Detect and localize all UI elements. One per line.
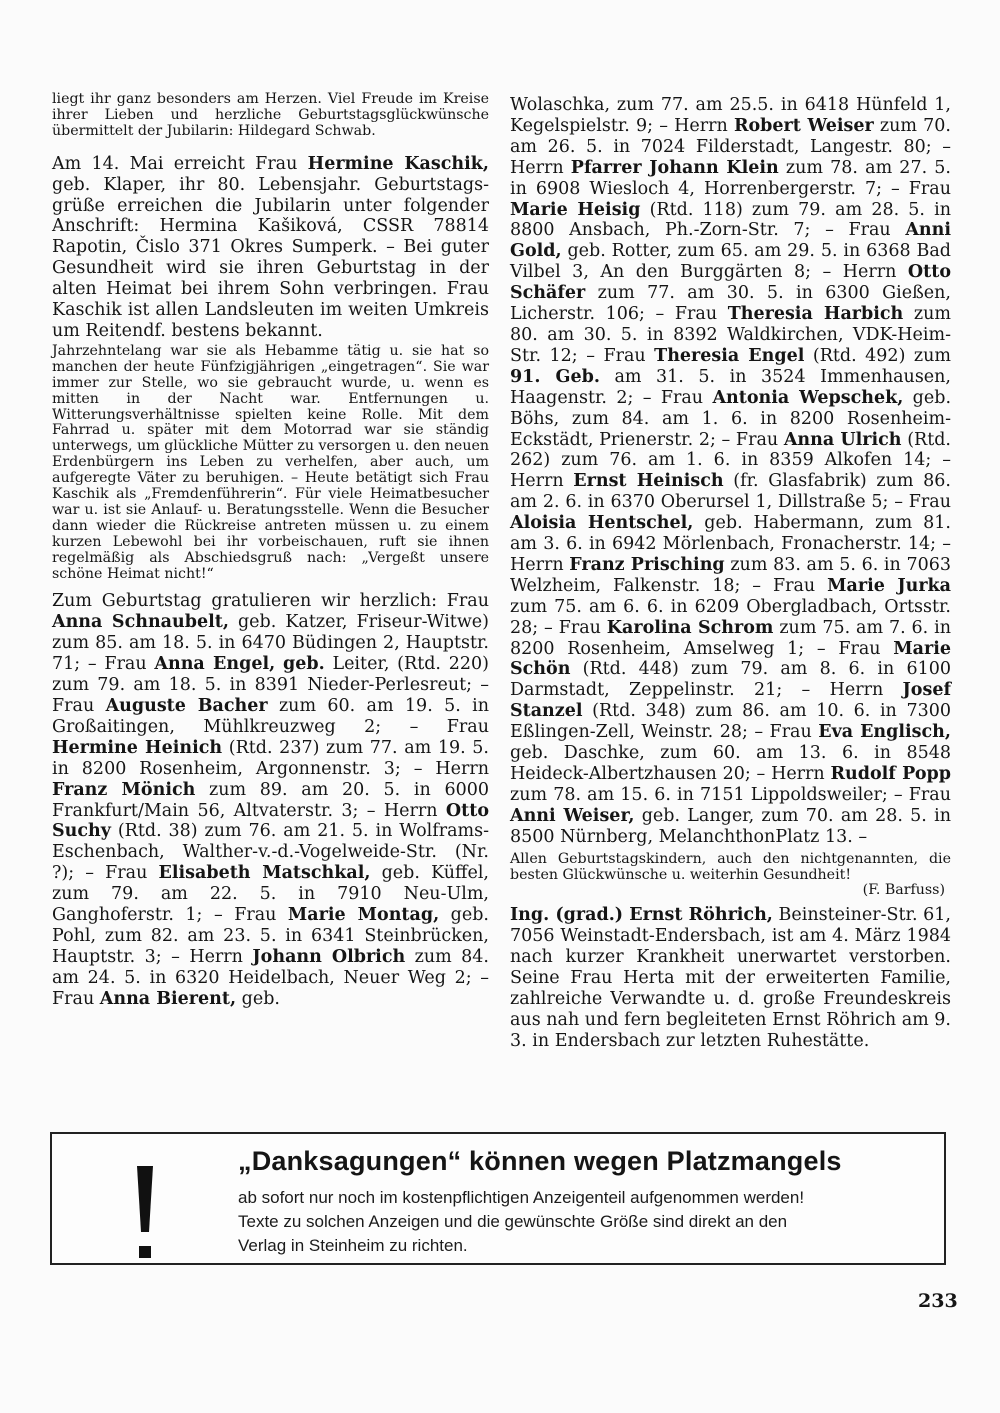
name-bold: Anna Ulrich [783, 429, 902, 450]
text-run: zum 60. am 19. 5. in Großaitingen, Mühlkreuzweg 2; – Frau [52, 696, 489, 737]
text-run: zum 80. am 30. 5. in 8392 Waldkirchen, VDK-Heim-Str. 12; – Frau [510, 304, 951, 366]
text-run: Beinsteiner-Str. 61, 7056 Weinstadt-Endersbach, ist am 4. März 1984 nach kurzer Krankheit unerwartet verstorben. Seine Frau Herta mit der erweiterten Familie, zahlreiche Verwandte u. d. große Freundeskreis aus nah und fern begleiteten Ernst Röhrich am 9. 3. in Endersbach zur letzten Ruhestätte. [510, 905, 951, 1051]
name-bold: Theresia Engel [654, 345, 805, 366]
text-run: Wolaschka, zum 77. am 25.5. in 6418 Hünfeld 1, Kegelspielstr. 9; – Herrn [510, 95, 951, 136]
text-run: Leiter, (Rtd. 220) zum 79. am 18. 5. in 8391 Nieder-Perlesreut; – Frau [52, 654, 489, 716]
text-run: zum 75. am 6. 6. in 6209 Obergladbach, Ortsstr. 28; – Frau [510, 596, 951, 638]
greeting-text: Allen Geburtstagskindern, auch den nichtgenannten, die besten Glückwünsche u. weiterhin Gesundheit! [510, 850, 951, 883]
name-bold: Pfarrer Johann Klein [570, 157, 779, 178]
name-bold: Auguste Bacher [105, 696, 268, 716]
name-bold: Theresia Harbich [727, 304, 904, 325]
name-bold: Anna Schnaubelt, [52, 612, 229, 633]
text-run [275, 654, 283, 674]
name-bold: Anna Bierent, [99, 988, 237, 1009]
name-bold: Marie Schön [510, 638, 951, 680]
name-bold: Marie Montag, [287, 905, 440, 926]
paragraph-obituary-roehrich [510, 905, 951, 1051]
text-run: Am 14. Mai erreicht Frau [52, 153, 308, 174]
paragraph-midwife-story: Jahrzehntelang war sie als Hebamme tätig u. sie hat so manchen der heute Fünfzigjährigen „eingetragen“. Sie war immer zur Stelle, wo sie gebraucht wurde, u. wenn es mitten in der Nacht war. Entfernungen u. Witterungsverhältnisse spielten keine Rolle. Mit dem Fahrrad u. später mit dem Motorrad war sie ständig unterwegs, um glückliche Mütter zu versorgen u. den neuen Erdenbürgern ins Leben zu verhelfen, aber auch, um aufgeregte Väter zu beruhigen. – Heute betätigt sich Frau Kaschik als „Fremdenführerin“. Für viele Heimatbesucher war u. ist sie Anlauf- u. Beratungsstelle. Wenn die Besucher dann wieder die Rückreise antreten müssen u. zu einem kurzen Lebewohl bei ihr vorbeischauen, ruft sie ihnen regelmäßig als Abschiedsgruß nach: „Vergeßt unsere schöne Heimat nicht!“ [52, 342, 489, 582]
name-bold: Anni Gold, [510, 220, 951, 262]
name-bold: Aloisia Hentschel, [510, 513, 694, 534]
notice-box [50, 1132, 946, 1265]
text-run: geb. Klaper, ihr 80. Lebensjahr. Geburtstagsgrüße erreichen die Jubilarin unter folgender Anschrift: Hermina Kašiková, CSSR 78814 Rapotin, Čislo 371 Okres Sumperk. – Bei guter Gesundheit wird sie ihren Geburtstag in der alten Heimat bei ihrem Sohn verbringen. Frau Kaschik ist allen Landsleuten im weiten Umkreis um Reitendf. bestens bekannt. [52, 174, 489, 341]
name-bold: Otto Schäfer [510, 262, 951, 304]
notice-line-3: Verlag in Steinheim zu richten. [238, 1236, 468, 1255]
text-run: geb. Rotter, zum 65. am 29. 5. in 6368 Bad Vilbel 3, An den Burggärten 8; – Herrn [510, 241, 951, 283]
notice-line-1: ab sofort nur noch im kostenpflichtigen Anzeigenteil aufgenommen werden! [238, 1188, 805, 1207]
name-bold: Antonia Wepschek, [712, 387, 904, 408]
text-run: (Rtd. 492) zum [804, 345, 951, 366]
left-column [52, 92, 489, 1010]
text-run: (Rtd. 448) zum 79. am 8. 6. in 6100 Darmstadt, Zeppelinstr. 21; – Herrn [510, 659, 951, 701]
text-run: (Rtd. 118) zum 79. am 28. 5. in 8800 Ansbach, Ph.-Zorn-Str. 7; – Frau [510, 199, 952, 241]
signature-row [510, 883, 951, 899]
name-bold: Franz Prisching [569, 554, 725, 575]
name-bold: Otto Suchy [52, 800, 489, 842]
name-bold: Ing. (grad.) Ernst Röhrich, [510, 905, 773, 926]
text-run: (fr. Glasfabrik) zum 86. am 2. 6. in 6370 Oberursel 1, Dillstraße 5; – Frau [510, 471, 951, 513]
signature: (F. Barfuss) [862, 882, 945, 899]
text-run: geb. Böhs, zum 84. am 1. 6. in 8200 Rosenheim-Eckstädt, Prienerstr. 2; – Frau [510, 387, 952, 450]
text-run: zum 75. am 7. 6. in 8200 Rosenheim, Amselweg 1; – Frau [510, 617, 951, 659]
text-run: am 31. 5. in 3524 Immenhausen, Haagenstr. 2; – Frau [510, 366, 951, 408]
text-run: zum 83. am 5. 6. in 7063 Welzheim, Falkenstr. 18; – Frau [510, 554, 951, 596]
name-bold: Robert Weiser [733, 115, 874, 136]
text-run: (Rtd. 38) zum 76. am 21. 5. in Wolframs-Eschenbach, Walther-v.-d.-Vogelweide-Str. (Nr. ?); – Frau [52, 821, 489, 884]
name-bold: geb. [283, 654, 325, 675]
notice-line-2: Texte zu solchen Anzeigen und die gewünschte Größe sind direkt an den [238, 1212, 788, 1231]
name-bold: Franz Mönich [52, 779, 196, 800]
name-bold: Eva Englisch, [818, 722, 951, 743]
text-run: Zum Geburtstag gratulieren wir herzlich: Frau [52, 591, 489, 612]
name-bold: Johann Olbrich [252, 946, 406, 967]
text-run: geb. Daschke, zum 60. am 13. 6. in 8548 Heideck-Albertzhausen 20; – Herrn [510, 743, 951, 784]
text-run: (Rtd. 262) zum 76. am 1. 6. in 8359 Alkofen 14; – Herrn [510, 429, 951, 492]
name-bold: Marie Heisig [510, 199, 641, 220]
name-bold: Elisabeth Matschkal, [158, 863, 371, 884]
exclamation-icon [136, 1166, 154, 1262]
text-run: (Rtd. 348) zum 86. am 10. 6. in 7300 Eßlingen-Zell, Weinstr. 28; – Frau [510, 701, 951, 743]
text-run: geb. Langer, zum 70. am 28. 5. in 8500 Nürnberg, MelanchthonPlatz 13. – [510, 805, 951, 847]
name-bold: Ernst Heinisch [573, 471, 724, 492]
text-run: geb. Küffel, zum 79. am 22. 5. in 7910 Neu-Ulm, Ganghoferstr. 1; – Frau [52, 863, 489, 926]
text-run: geb. [236, 988, 280, 1009]
paragraph-birthday-list-1 [52, 591, 489, 1009]
paragraph-birthday-greeting [510, 852, 951, 900]
name-bold: Josef Stanzel [510, 680, 951, 722]
name-bold: Anni Weiser, [510, 805, 635, 826]
paragraph-birthday-list-2 [510, 95, 951, 848]
name-bold: Karolina Schrom [606, 617, 774, 638]
text-run: zum 78. am 15. 6. in 7151 Lippoldsweiler; – Frau [510, 784, 951, 805]
text-run: zum 89. am 20. 5. in 6000 Frankfurt/Main 56, Altvaterstr. 3; – Herrn [52, 779, 489, 821]
notice-title: „Danksagungen“ können wegen Platzmangels [238, 1146, 842, 1176]
text-run: zum 77. am 30. 5. in 6300 Gießen, Licherstr. 106; – Frau [510, 283, 951, 325]
paragraph-hermine-kaschik [52, 154, 489, 342]
text-run: geb. Habermann, zum 81. am 3. 6. in 6942 Mörlenbach, Fronacherstr. 14; – Herrn [510, 513, 951, 575]
name-bold: Marie Jurka [827, 575, 952, 596]
name-bold: Rudolf Popp [830, 764, 951, 784]
name-bold: Hermine Kaschik, [307, 153, 489, 174]
text-run: geb. Katzer, Friseur-Witwe) zum 85. am 18. 5. in 6470 Büdingen 2, Hauptstr. 71; – Frau [52, 612, 489, 675]
text-run: (Rtd. 237) zum 77. am 19. 5. in 8200 Rosenheim, Argonnenstr. 3; – Herrn [52, 737, 489, 779]
text-run: zum 78. am 27. 5. in 6908 Wiesloch 4, Horrenbergerstr. 7; – Frau [510, 157, 951, 199]
paragraph-anniversary-closing: liegt ihr ganz besonders am Herzen. Viel Freude im Kreise ihrer Lieben und herzliche Geburtstagsglückwünsche übermittelt der Jubilarin: Hildegard Schwab. [52, 91, 489, 139]
name-bold: Hermine Heinich [52, 737, 223, 758]
text-run: zum 70. am 26. 5. in 7024 Filderstadt, Langestr. 80; – Herrn [510, 115, 951, 178]
right-column [510, 95, 951, 1052]
page-number: 233 [918, 1290, 958, 1312]
name-bold: Anna Engel, [154, 654, 276, 675]
name-bold: 91. Geb. [510, 366, 600, 387]
text-run: geb. Pohl, zum 82. am 23. 5. in 6341 Steinbrücken, Hauptstr. 3; – Herrn [52, 905, 489, 967]
text-run: zum 84. am 24. 5. in 6320 Heidelbach, Neuer Weg 2; – Frau [52, 946, 489, 1009]
